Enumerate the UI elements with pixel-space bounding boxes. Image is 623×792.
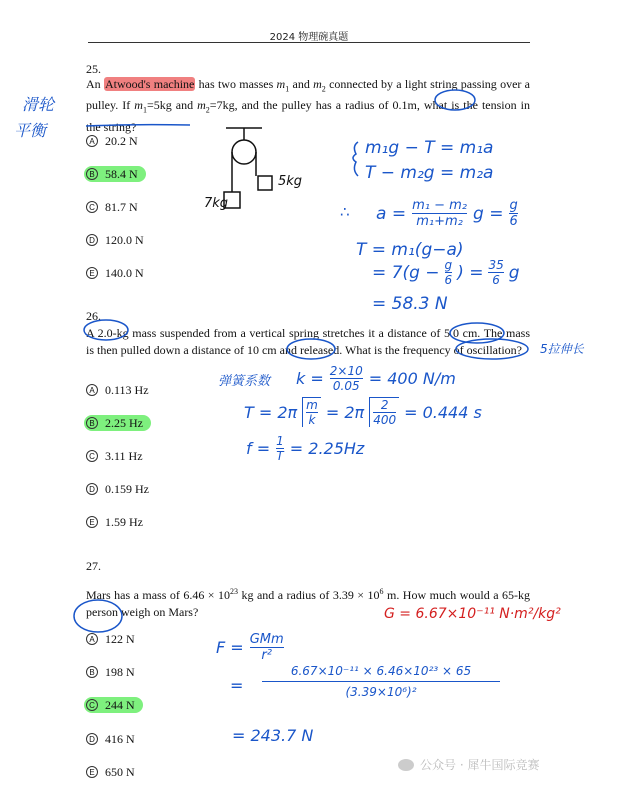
q27-number: 27. xyxy=(86,559,101,573)
q25-diagram-label-7kg: 7kg xyxy=(204,196,229,211)
q27-note-result: = 243.7 N xyxy=(232,726,314,745)
q25-underline-tension xyxy=(86,125,190,126)
q26-number: 26. xyxy=(86,309,101,323)
q25-highlight: Atwood's machine xyxy=(104,77,195,91)
q26-option-c[interactable]: C 3.11 Hz xyxy=(86,448,143,464)
q27-note-g-constant: G = 6.67×10⁻¹¹ N·m²/kg² xyxy=(384,606,561,622)
q26-note-k: k = $\frac{2\times 10}{0.05}$ = 400 N/m xyxy=(296,364,456,393)
q26-circle-distance xyxy=(287,339,335,359)
q25-note-t2: = 7(g − $\frac{g}{6}$ ) = $\frac{35}{6}$ g xyxy=(372,258,520,287)
q26-note-t: T = 2π $\frac{m}{k}$ = 2π $\frac{2}{400}$ = 0.444 s xyxy=(244,398,482,427)
q25-note-therefore: ∴ xyxy=(340,203,350,221)
q25-note-a: a = $\frac{\text{m₁ − m₂}}{\text{m₁+m₂}}$ g = $\frac{g}{6}$ xyxy=(376,198,518,229)
q27-option-b[interactable]: B 198 N xyxy=(86,664,135,680)
q27-note-eq: = xyxy=(230,676,244,695)
q25-text: An Atwood's machine has two masses $m_1$ and $m_2$ connected by a light string passing over a pulley. If $m_1=5kg$ and $m_2=7kg$, and the pulley has a radius of 0.1m, what is the tension in the string? xyxy=(86,77,531,134)
q27-circle-mass xyxy=(74,600,122,632)
q25-option-c[interactable]: C 81.7 N xyxy=(86,199,138,215)
q27-option-a[interactable]: A 122 N xyxy=(86,631,135,647)
q25-option-e[interactable]: E 140.0 N xyxy=(86,265,144,281)
q27-text: Mars has a mass of $6.46 \times 10^{23}$ kg and a radius of $3.39 \times 10^6$ m. How much would a 65-kg person weigh on Mars? xyxy=(86,587,530,619)
q26-option-d[interactable]: D 0.159 Hz xyxy=(86,481,149,497)
q26-option-b[interactable]: B 2.25 Hz xyxy=(84,415,151,431)
q26-option-a[interactable]: A 0.113 Hz xyxy=(86,382,149,398)
q25-option-d[interactable]: D 120.0 N xyxy=(86,232,144,248)
q25-note-t1: T = m₁(g−a) xyxy=(356,240,464,260)
q25-note-eq2: T − m₂g = m₂a xyxy=(365,163,494,183)
q25-note-side-1: 滑轮 xyxy=(22,95,55,114)
wechat-icon xyxy=(398,759,414,771)
q26-note-k-label: 弹簧系数 xyxy=(218,374,271,389)
q27-option-c[interactable]: C 244 N xyxy=(84,697,143,713)
q25-brace xyxy=(353,142,358,176)
q25-note-side-2: 平衡 xyxy=(14,121,47,140)
pulley-diagram xyxy=(224,128,272,208)
q25-option-a[interactable]: A 20.2 N xyxy=(86,133,138,149)
q26-circle-mass xyxy=(84,320,128,340)
q25-note-t3: = 58.3 N xyxy=(372,294,448,314)
q27-option-d[interactable]: D 416 N xyxy=(86,731,135,747)
page-header: 2024 物理碗真题 xyxy=(269,32,349,43)
q25-diagram-label-5kg: 5kg xyxy=(278,174,303,189)
q27-option-e[interactable]: E 650 N xyxy=(86,764,135,780)
q26-text: A 2.0-kg mass suspended from a vertical spring stretches it a distance of 5.0 cm. The mass is then pulled down a distance of 10 cm and released. What is the frequency of oscillation? xyxy=(86,326,530,357)
q27-note-f: F = $\frac{\text{GMm}}{\text{r²}}$ xyxy=(216,632,284,663)
q27-note-big-fraction: 6.67×10⁻¹¹ × 6.46×10²³ × 65 (3.39×10⁶)² xyxy=(262,664,500,699)
q25-note-eq1: m₁g − T = m₁a xyxy=(365,138,494,158)
q25-circle-radius xyxy=(435,90,475,110)
q26-note-f: f = $\frac{1}{T}$ = 2.25Hz xyxy=(246,434,365,463)
q26-option-e[interactable]: E 1.59 Hz xyxy=(86,514,143,530)
q25-option-b[interactable]: B 58.4 N xyxy=(84,166,146,182)
q25-number: 25. xyxy=(86,62,101,76)
watermark: 公众号 · 犀牛国际竞赛 xyxy=(398,756,539,773)
q26-note-side: 5拉伸长 xyxy=(540,342,584,356)
